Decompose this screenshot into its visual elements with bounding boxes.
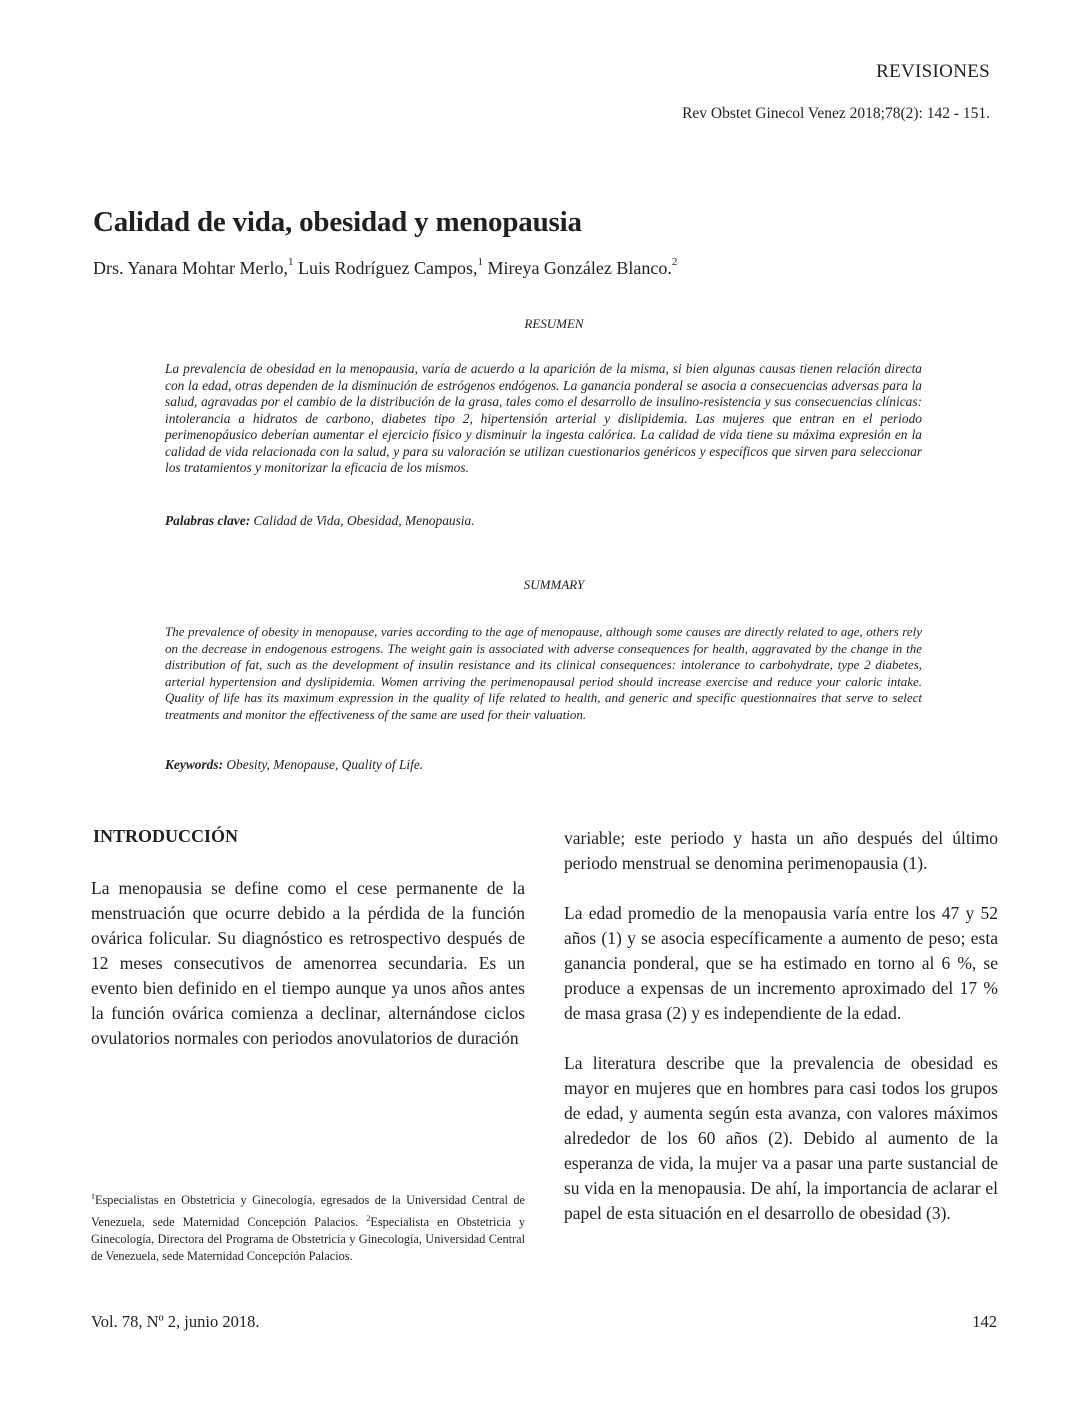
palabras-clave-label: Palabras clave: bbox=[165, 513, 251, 528]
keywords-values: Obesity, Menopause, Quality of Life. bbox=[223, 757, 424, 772]
author-3: Mireya González Blanco. bbox=[482, 258, 672, 278]
keywords bbox=[165, 757, 423, 773]
palabras-clave bbox=[165, 513, 475, 529]
footer-issue: Vol. 78, Nº 2, junio 2018. bbox=[91, 1312, 260, 1331]
affiliation-footnote bbox=[91, 1188, 525, 1266]
author-2-affiliation: 1 bbox=[477, 256, 483, 268]
footnote-marker-1: 1 bbox=[91, 1192, 95, 1201]
right-column bbox=[564, 826, 998, 1251]
author-1-affiliation: 1 bbox=[287, 256, 294, 268]
footnote-text-2: Especialista en Obstetricia y Ginecología, Directora del Programa de Obstetricia y Ginecología, Universidad Central de Venezuela, sede Maternidad Concepción Palacios. bbox=[91, 1214, 526, 1264]
intro-heading: INTRODUCCIÓN bbox=[93, 826, 239, 846]
body-paragraph: variable; este periodo y hasta un año después del último periodo menstrual se denomina perimenopausia (1). bbox=[564, 828, 998, 873]
resumen-heading: RESUMEN bbox=[524, 316, 584, 331]
footnote-marker-2: 2 bbox=[366, 1213, 371, 1223]
author-2: Luis Rodríguez Campos, bbox=[293, 258, 478, 278]
summary-text: The prevalence of obesity in menopause, varies according to the age of menopause, although some causes are directly related to age, others rely on the decrease in endogenous estrogens. The weight gain is associated with adverse consequences for health, aggravated by the change in the distribution of fat, such as the development of insulin resistance and its clinical consequences: intolerance to carbohydrate, type 2 diabetes, arterial hypertension and dyslipidemia. Women arriving the perimenopausal period should increase exercise and reduce your caloric intake. Quality of life has its maximum expression in the quality of life related to health, and generic and specific questionnaires that serve to select treatments and monitor the effectiveness of the same are used for their valuation. bbox=[165, 624, 922, 722]
page-number: 142 bbox=[972, 1312, 997, 1331]
body-paragraph: La edad promedio de la menopausia varía entre los 47 y 52 años (1) y se asocia específicamente a aumento de peso; esta ganancia ponderal, que se ha estimado en torno al 6 %, se produce a expensas de un incremento aproximado del 17 % de masa grasa (2) y es independiente de la edad. bbox=[564, 903, 998, 1023]
journal-citation: Rev Obstet Ginecol Venez 2018;78(2): 142 - 151. bbox=[682, 105, 990, 122]
summary-heading: SUMMARY bbox=[523, 577, 585, 592]
keywords-label: Keywords: bbox=[165, 757, 224, 772]
palabras-clave-values: Calidad de Vida, Obesidad, Menopausia. bbox=[250, 513, 475, 528]
section-label: REVISIONES bbox=[876, 61, 990, 82]
body-paragraph: La menopausia se define como el cese permanente de la menstruación que ocurre debido a la pérdida de la función ovárica folicular. Su diagnóstico es retrospectivo después de 12 meses consecutivos de amenorrea secundaria. Es un evento bien definido en el tiempo aunque ya unos años antes la función ovárica comienza a declinar, alternándose ciclos ovulatorios normales con periodos anovulatorios de duración bbox=[91, 878, 525, 1048]
resumen-text: La prevalencia de obesidad en la menopausia, varía de acuerdo a la aparición de la misma, si bien algunas causas tienen relación directa con la edad, otras dependen de la disminución de estrógenos endógenos. La ganancia ponderal se asocia a consecuencias adversas para la salud, agravadas por el cambio de la distribución de la grasa, tales como el desarrollo de insulino-resistencia y sus consecuencias clínicas: intolerancia a hidratos de carbono, diabetes tipo 2, hipertensión arterial y dislipidemia. Las mujeres que entran en el periodo perimenopáusico deberían aumentar el ejercicio físico y disminuir la ingesta calórica. La calidad de vida tiene su máxima expresión en la calidad de vida relacionada con la salud, y para su valoración se utilizan cuestionarios genéricos y específicos que sirven para seleccionar los tratamientos y monitorizar la eficacia de los mismos. bbox=[165, 361, 922, 475]
article-title: Calidad de vida, obesidad y menopausia bbox=[93, 206, 582, 238]
author-list bbox=[93, 258, 677, 279]
author-1: Drs. Yanara Mohtar Merlo, bbox=[93, 258, 288, 278]
body-paragraph: La literatura describe que la prevalencia de obesidad es mayor en mujeres que en hombres para casi todos los grupos de edad, y aumenta según esta avanza, con valores máximos alrededor de los 60 años (2). Debido al aumento de la esperanza de vida, la mujer va a pasar una parte sustancial de su vida en la menopausia. De ahí, la importancia de aclarar el papel de esta situación en el desarrollo de obesidad (3). bbox=[564, 1053, 998, 1223]
footnote-text-1: Especialistas en Obstetricia y Ginecología, egresados de la Universidad Central de Venezuela, sede Maternidad Concepción Palacios. bbox=[91, 1193, 525, 1229]
author-3-affiliation: 2 bbox=[671, 256, 678, 268]
